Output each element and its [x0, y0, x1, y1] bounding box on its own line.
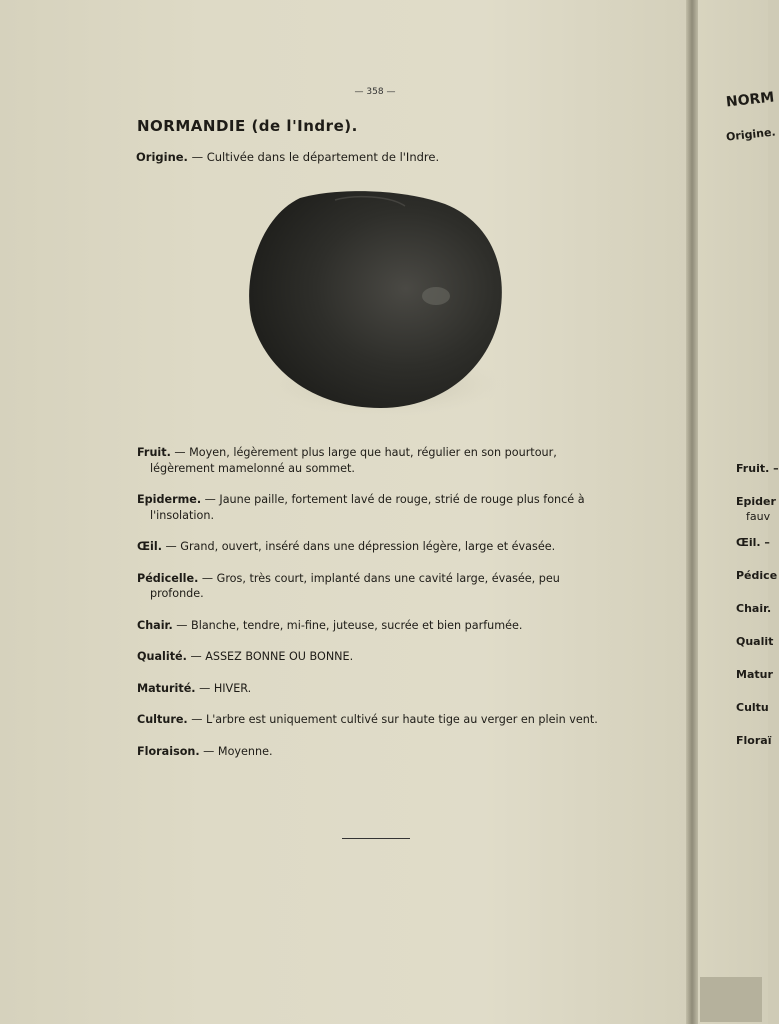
description-entry [137, 681, 612, 697]
page-number: — 358 — [354, 87, 396, 97]
next-page-label: Epider [736, 495, 776, 508]
entry-text: — Jaune paille, fortement lavé de rouge, strié de rouge plus foncé à l'insolation. [150, 493, 585, 522]
entry-label: Culture. [137, 713, 188, 726]
fruit-body [249, 191, 502, 408]
entry-label: Pédicelle. [137, 571, 199, 585]
description-entry [137, 571, 612, 602]
next-page-label: Floraï [736, 734, 772, 747]
next-page-label: Qualit [736, 635, 774, 648]
divider-rule [342, 838, 410, 839]
next-page-label: Chair. [736, 602, 772, 615]
apple-illustration [240, 186, 512, 426]
fruit-highlight [422, 287, 450, 305]
entry-text: — Grand, ouvert, inséré dans une dépression légère, large et évasée. [161, 540, 556, 553]
description-entry [137, 744, 612, 760]
origin-text: — Cultivée dans le département de l'Indre. [187, 150, 440, 164]
description-entry [137, 618, 612, 634]
entry-text: — ASSEZ BONNE OU BONNE. [186, 650, 354, 663]
description-entry [137, 712, 612, 728]
next-page-label: fauv [746, 510, 771, 523]
entry-text: — Blanche, tendre, mi-fine, juteuse, sucrée et bien parfumée. [172, 618, 523, 632]
description-entry [137, 445, 612, 476]
page-title: NORMANDIE (de l'Indre). [137, 117, 358, 135]
next-page-label: Pédice [736, 569, 778, 582]
next-page-title: NORM [725, 89, 776, 111]
next-page-label: Fruit. – [736, 462, 779, 475]
next-page-label: Cultu [736, 701, 769, 714]
description-entry [137, 539, 612, 555]
next-page-labels [736, 462, 779, 767]
entry-label: Chair. [137, 618, 173, 632]
entry-text: — L'arbre est uniquement cultivé sur haute tige au verger en plein vent. [187, 713, 598, 726]
corner-thumbnail [700, 977, 762, 1022]
description-entry [137, 649, 612, 665]
entry-label: Epiderme. [137, 493, 202, 506]
book-page-right [698, 0, 779, 1024]
description-list [137, 445, 612, 775]
entry-label: Qualité. [137, 650, 187, 663]
entry-text: — Gros, très court, implanté dans une cavité large, évasée, peu profonde. [150, 571, 560, 600]
entry-label: Œil. [137, 540, 162, 553]
next-page-origin: Origine. [725, 125, 777, 144]
entry-label: Fruit. [137, 446, 171, 459]
origin-line [136, 150, 439, 164]
entry-text: — Moyenne. [199, 744, 273, 758]
entry-text: — HIVER. [195, 681, 252, 695]
entry-label: Maturité. [137, 681, 196, 695]
book-gutter [686, 0, 698, 1024]
next-page-label: Matur [736, 668, 773, 681]
entry-text: — Moyen, légèrement plus large que haut, régulier en son pourtour, légèrement mamelonné au sommet. [150, 446, 557, 475]
description-entry [137, 492, 612, 523]
next-page-label: Œil. – [736, 536, 770, 549]
origin-label: Origine. [136, 150, 188, 164]
entry-label: Floraison. [137, 744, 200, 758]
